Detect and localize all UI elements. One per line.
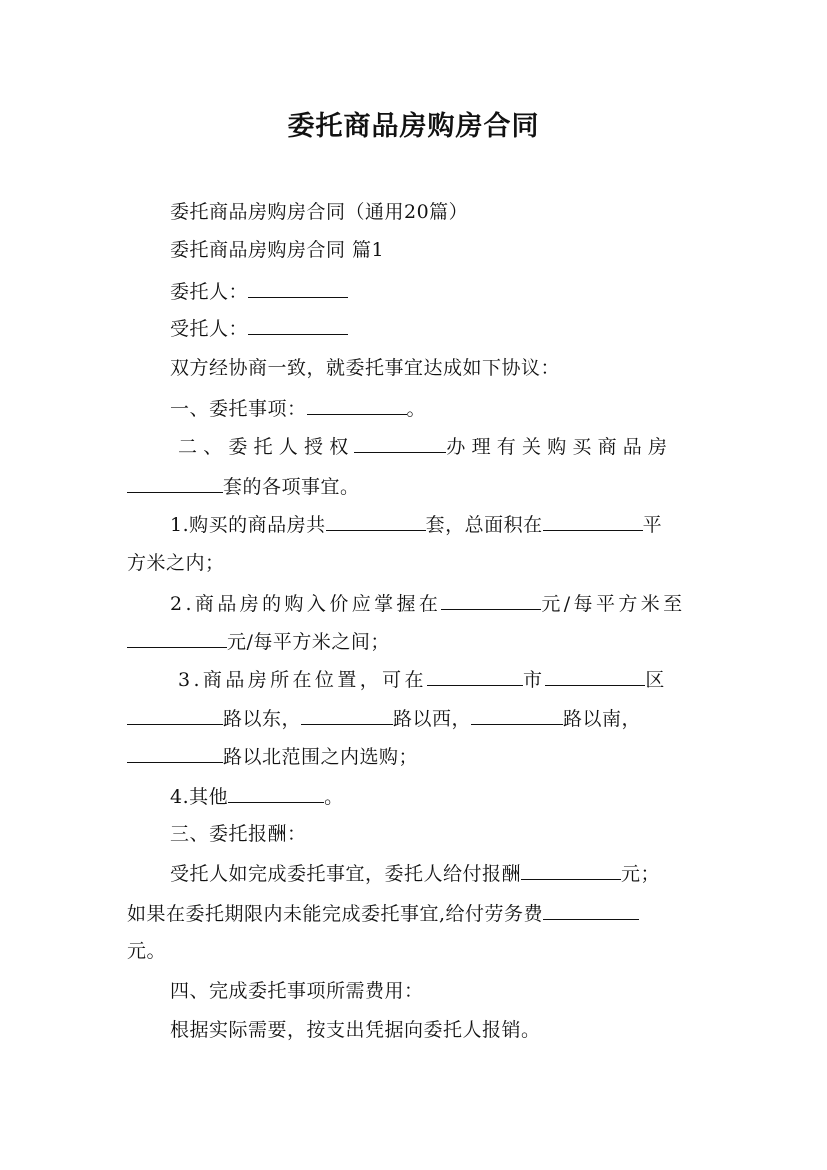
clause3-part1: 3.商品房所在位置，可在 — [178, 669, 427, 691]
clause1-part1: 1.购买的商品房共 — [170, 514, 326, 536]
clause3-part2: 市 — [522, 669, 546, 691]
item3-heading: 三、委托报酬： — [170, 823, 307, 845]
item4-heading: 四、完成委托事项所需费用： — [170, 980, 424, 1002]
item3-line1 — [170, 861, 660, 886]
clause3-blank-east — [127, 706, 223, 725]
item3-p2: 如果在委托期限内未能完成委托事宜,给付劳务费 — [127, 903, 544, 925]
clause2-line-cont — [127, 629, 390, 654]
clause4-line — [170, 784, 344, 809]
clause4-blank — [228, 784, 324, 803]
clause1-line-cont: 方米之内； — [127, 552, 225, 574]
clause3-blank-district — [545, 667, 645, 686]
principal-line — [170, 279, 348, 304]
item3-blank-reward — [521, 861, 621, 880]
clause1-part3: 平 — [642, 514, 663, 536]
document-subtitle: 委托商品房购房合同（通用20篇） — [170, 201, 469, 223]
clause3-part5: 路以西， — [393, 708, 472, 730]
clause3-part3: 区 — [645, 669, 668, 691]
item1-label: 一、委托事项： — [170, 398, 307, 420]
item2-part2: 办理有关购买商品房 — [446, 436, 674, 458]
item1-blank — [307, 396, 407, 415]
clause3-part7: 路以北范围之内选购； — [223, 746, 419, 768]
section-heading: 委托商品房购房合同 篇1 — [170, 239, 385, 261]
clause3-blank-west — [301, 706, 393, 725]
clause1-part2: 套，总面积在 — [425, 514, 543, 536]
clause2-blank-1 — [441, 591, 541, 610]
agent-line — [170, 316, 348, 341]
item2-line — [178, 434, 673, 459]
item1-line — [170, 396, 426, 421]
agent-label: 受托人： — [170, 318, 249, 340]
clause3-part4: 路以东， — [223, 708, 302, 730]
agreement-intro: 双方经协商一致，就委托事宜达成如下协议： — [170, 357, 561, 379]
agent-blank — [248, 316, 348, 335]
document-title: 委托商品房购房合同 — [287, 111, 540, 142]
principal-blank — [248, 279, 348, 298]
clause4-part1: 4.其他 — [170, 786, 229, 808]
clause2-line — [170, 591, 686, 616]
item1-end: 。 — [406, 398, 427, 420]
item2-blank-2 — [127, 474, 223, 493]
clause3-line-cont2 — [127, 744, 418, 769]
item2-line-cont — [127, 474, 360, 499]
item3-p1-end: 元； — [621, 863, 661, 885]
clause3-blank-city — [427, 667, 523, 686]
clause2-part2: 元/每平方米至 — [541, 593, 686, 615]
item3-line3: 元。 — [127, 940, 167, 962]
item3-p1: 受托人如完成委托事宜，委托人给付报酬 — [170, 863, 522, 885]
clause2-part3: 元/每平方米之间； — [227, 631, 390, 653]
principal-label: 委托人： — [170, 281, 249, 303]
clause1-blank-1 — [326, 512, 426, 531]
clause3-blank-north — [127, 744, 223, 763]
clause3-blank-south — [471, 706, 563, 725]
item3-blank-fee — [543, 901, 639, 920]
item2-blank-1 — [354, 434, 446, 453]
clause4-end: 。 — [324, 786, 344, 808]
clause3-line — [178, 667, 668, 692]
clause2-blank-2 — [127, 629, 227, 648]
item2-part1: 二、委托人授权 — [178, 436, 355, 458]
clause3-line-cont1 — [127, 706, 641, 731]
item2-part3: 套的各项事宜。 — [223, 476, 360, 498]
clause3-part6: 路以南， — [563, 708, 642, 730]
item4-text: 根据实际需要，按支出凭据向委托人报销。 — [170, 1019, 541, 1041]
item3-line2 — [127, 901, 639, 926]
clause1-blank-2 — [543, 512, 643, 531]
clause2-part1: 2.商品房的购入价应掌握在 — [170, 593, 442, 615]
clause1-line — [170, 512, 662, 537]
